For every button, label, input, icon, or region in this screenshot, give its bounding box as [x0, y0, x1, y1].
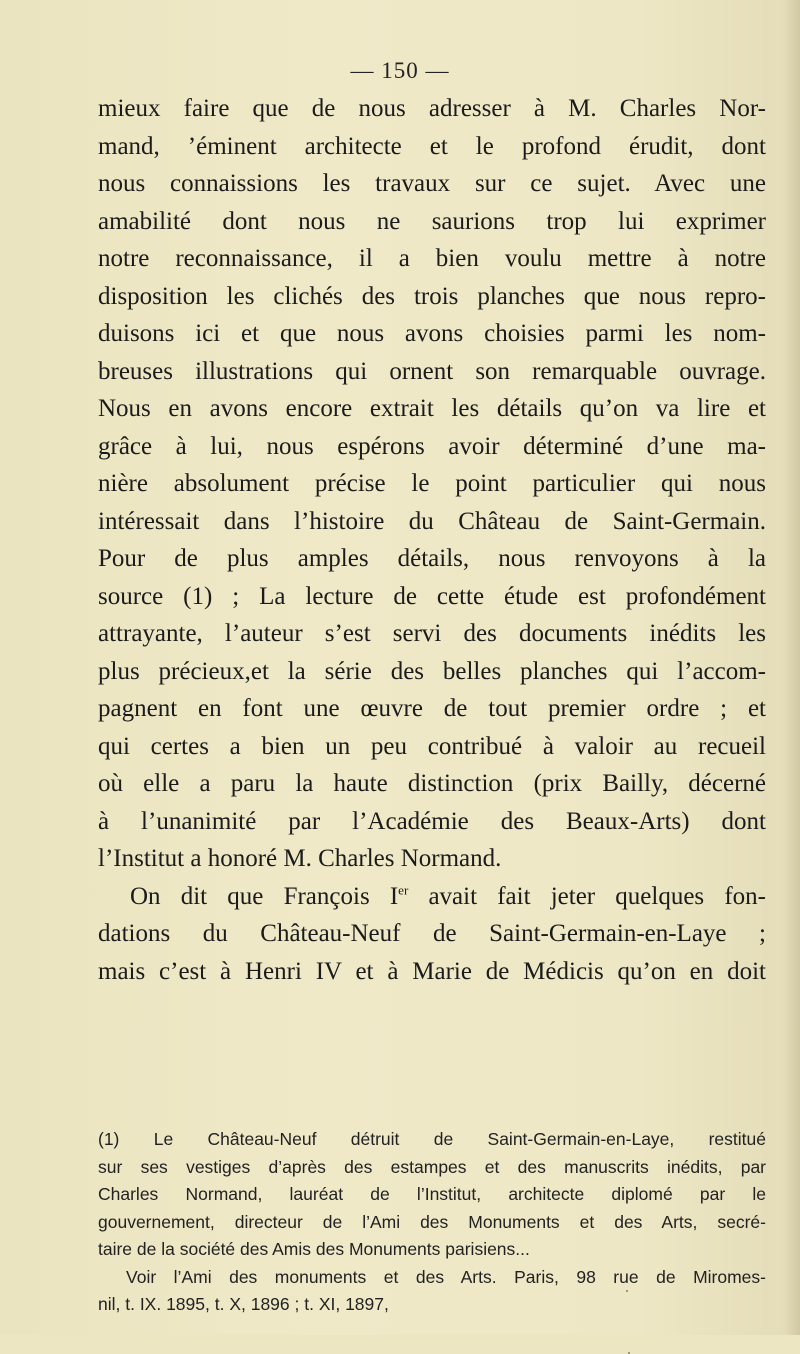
text-line: mais c’est à Henri IV et à Marie de Médicis qu’on en doit: [98, 957, 766, 985]
footnote-line: nil, t. IX. 1895, t. X, 1896 ; t. XI, 1897,: [98, 1294, 389, 1314]
text-line: plus précieux,et la série des belles planches qui l’accom-: [98, 657, 766, 685]
text-line: mand, ’éminent architecte et le profond érudit, dont: [98, 132, 766, 160]
text-line: mieux faire que de nous adresser à M. Charles Nor-: [98, 95, 766, 122]
text-segment: On dit que François I: [130, 882, 399, 910]
footnote-line: gouvernement, directeur de l’Ami des Monuments et des Arts, secré-: [98, 1211, 766, 1232]
text-line: grâce à lui, nous espérons avoir déterminé d’une ma-: [98, 432, 766, 460]
superscript: er: [398, 882, 409, 898]
text-line: dations du Château-Neuf de Saint-Germain-en-Laye ;: [98, 920, 766, 947]
paper-speck: [626, 1290, 628, 1292]
text-line: source (1) ; La lecture de cette étude est profondément: [98, 582, 766, 610]
footnote-line: taire de la société des Amis des Monuments parisiens...: [98, 1239, 530, 1259]
text-line: notre reconnaissance, il a bien voulu mettre à notre: [98, 245, 766, 272]
page-edge-shadow: [784, 0, 800, 1335]
text-segment: avait fait jeter quelques fon-: [408, 882, 766, 910]
text-line: [98, 878, 766, 916]
footnote-line: sur ses vestiges d’après des estampes et des manuscrits inédits, par: [98, 1156, 766, 1177]
page-number: — 150 —: [350, 58, 450, 83]
text-line: qui certes a bien un peu contribué à valoir au recueil: [98, 732, 766, 760]
text-line: Nous en avons encore extrait les détails qu’on va lire et: [98, 395, 766, 422]
text-line: Pour de plus amples détails, nous renvoyons à la: [98, 545, 766, 572]
text-line: nière absolument précise le point particulier qui nous: [98, 470, 766, 497]
text-line: nous connaissions les travaux sur ce sujet. Avec une: [98, 170, 766, 197]
text-line: amabilité dont nous ne saurions trop lui exprimer: [98, 207, 766, 235]
main-text: [98, 90, 766, 990]
text-line: à l’unanimité par l’Académie des Beaux-Arts) dont: [98, 807, 766, 835]
text-line: où elle a paru la haute distinction (prix Bailly, décerné: [98, 770, 766, 797]
footnote: [98, 1126, 766, 1319]
text-line: attrayante, l’auteur s’est servi des documents inédits les: [98, 620, 766, 647]
text-line: duisons ici et que nous avons choisies parmi les nom-: [98, 320, 766, 347]
text-line: disposition les clichés des trois planches que nous repro-: [98, 282, 766, 310]
text-line: l’Institut a honoré M. Charles Normand.: [98, 845, 502, 872]
footnote-line: (1) Le Château-Neuf détruit de Saint-Germain-en-Laye, restitué: [98, 1129, 766, 1149]
footnote-line: Voir l’Ami des monuments et des Arts. Paris, 98 rue de Miromes-: [126, 1266, 766, 1287]
text-line: pagnent en font une œuvre de tout premier ordre ; et: [98, 695, 766, 722]
footnote-line: Charles Normand, lauréat de l’Institut, architecte diplomé par le: [98, 1184, 766, 1204]
text-line: intéressait dans l’histoire du Château de Saint-Germain.: [98, 507, 766, 535]
text-line: breuses illustrations qui ornent son remarquable ouvrage.: [98, 357, 766, 385]
